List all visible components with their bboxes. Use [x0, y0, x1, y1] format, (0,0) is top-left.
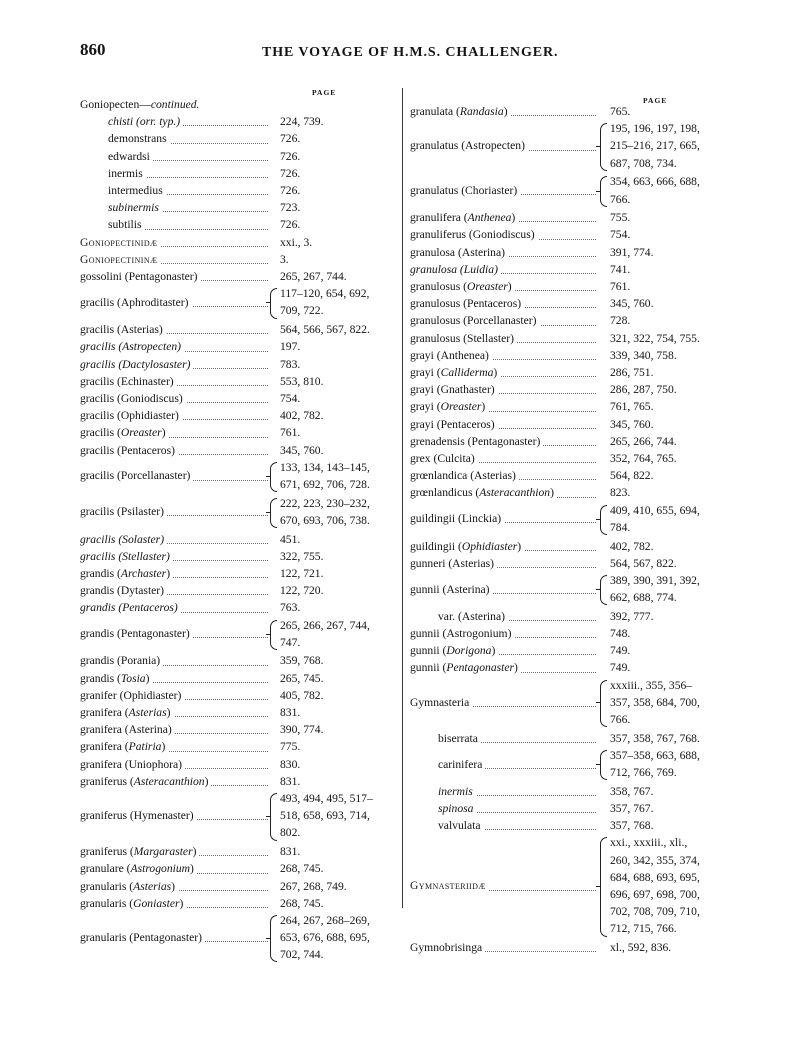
index-term: gracilis (Ophidiaster)	[80, 409, 182, 422]
page-references: 345, 760.	[610, 297, 654, 311]
page-references: 260, 342, 355, 374,	[610, 853, 700, 867]
index-term: granulatus (Astropecten)	[410, 139, 528, 152]
index-term: granulosus (Oreaster)	[410, 280, 515, 293]
index-term: grandis (Dytaster)	[80, 584, 167, 597]
page-references: 322, 755.	[280, 549, 324, 563]
index-term: granulosus (Porcellanaster)	[410, 314, 540, 327]
index-term: granularis (Asterias)	[80, 880, 178, 893]
page-references: 802.	[280, 826, 301, 840]
page-references: 723.	[280, 201, 301, 215]
page-references: 359, 768.	[280, 654, 324, 668]
page-references: 389, 390, 391, 392,	[610, 573, 700, 587]
index-term: granifera (Uniophora)	[80, 758, 185, 771]
page-label-right: PAGE	[643, 96, 668, 105]
page-references: 755.	[610, 211, 631, 225]
index-term: chisti (orr. typ.)	[108, 115, 183, 128]
page-references: 670, 693, 706, 738.	[280, 513, 370, 527]
index-term: granulifera (Anthenea)	[410, 211, 518, 224]
page-references: 726.	[280, 166, 301, 180]
page-references: 765.	[610, 105, 631, 118]
page-references: 345, 760.	[280, 443, 324, 457]
brace	[600, 837, 607, 936]
page-references: 653, 676, 688, 695,	[280, 931, 370, 945]
page-references: 268, 745.	[280, 862, 324, 876]
page-references: 264, 267, 268–269,	[280, 913, 370, 927]
index-term: granularis (Goniaster)	[80, 897, 186, 910]
page-references: 564, 567, 822.	[610, 556, 677, 570]
page-references: 122, 721.	[280, 566, 324, 580]
page-references: 390, 774.	[280, 723, 324, 737]
index-term: graniferus (Asteracanthion)	[80, 775, 211, 788]
page-references: 763.	[280, 601, 301, 615]
page-references: 518, 658, 693, 714,	[280, 809, 370, 823]
brace	[600, 123, 607, 171]
page-references: 823.	[610, 486, 631, 500]
page-references: 766.	[610, 192, 631, 206]
index-term: grandis (Pentaceros)	[80, 601, 181, 614]
page-references: 357–358, 663, 688,	[610, 748, 700, 762]
index-term: Gymnasteria	[410, 696, 472, 709]
index-term: grandis (Pentagonaster)	[80, 627, 193, 640]
page-references: 671, 692, 706, 728.	[280, 477, 370, 491]
index-term: gracilis (Oreaster)	[80, 426, 169, 439]
page-references: 728.	[610, 314, 631, 328]
page-references: 726.	[280, 149, 301, 163]
page-references: 357, 767.	[610, 802, 654, 815]
index-term: gracilis (Echinaster)	[80, 375, 177, 388]
page-references: 775.	[280, 740, 301, 754]
index-term: granulosus (Pentaceros)	[410, 297, 524, 310]
brace	[600, 750, 607, 780]
page-references: 709, 722.	[280, 304, 324, 318]
index-term: grandis (Archaster)	[80, 567, 173, 580]
index-term: granulosus (Stellaster)	[410, 332, 517, 345]
index-term: grex (Culcita)	[410, 452, 478, 465]
page-references: 564, 566, 567, 822.	[280, 323, 370, 337]
index-term: gracilis (Porcellanaster)	[80, 469, 193, 482]
page-references: 122, 720.	[280, 584, 324, 598]
brace-point	[596, 886, 600, 887]
page-references: 392, 777.	[610, 609, 654, 623]
index-term: grayi (Oreaster)	[410, 400, 488, 413]
index-term: gunnii (Asterina)	[410, 583, 493, 596]
page-references: xl., 592, 836.	[610, 941, 672, 955]
index-term: gracilis (Aphroditaster)	[80, 296, 192, 309]
page-references: 747.	[280, 635, 301, 649]
index-term: gracilis (Dactylosaster)	[80, 358, 193, 371]
index-term: gossolini (Pentagonaster)	[80, 270, 201, 283]
index-term: Goniopectinidæ	[80, 236, 161, 249]
page-references: 754.	[280, 391, 301, 405]
index-term: granifera (Asterias)	[80, 706, 174, 719]
index-term: gunnii (Pentagonaster)	[410, 661, 521, 674]
page-references: 831.	[280, 706, 301, 719]
page-references: 357, 358, 767, 768.	[610, 731, 700, 745]
page-references: 741.	[610, 262, 631, 276]
index-term: guildingii (Ophidiaster)	[410, 540, 524, 553]
index-term: granifera (Patiria)	[80, 740, 168, 753]
index-term: Goniopecten—continued.	[80, 98, 202, 111]
page-references: 830.	[280, 757, 301, 771]
page-references: 783.	[280, 357, 301, 371]
page-references: 702, 744.	[280, 948, 324, 962]
page-references: xxi., 3.	[280, 235, 313, 249]
brace-point	[596, 764, 600, 765]
index-term: grœnlandica (Asterias)	[410, 469, 519, 482]
page-references: xxi., xxxiii., xli.,	[610, 836, 688, 850]
index-term: grandis (Tosia)	[80, 672, 152, 685]
index-term: inermis	[438, 785, 476, 798]
page-references: 402, 782.	[610, 539, 654, 553]
running-title: THE VOYAGE OF H.M.S. CHALLENGER.	[262, 45, 559, 60]
brace-point	[596, 191, 600, 192]
page-references: 726.	[280, 218, 301, 232]
index-term: granuliferus (Goniodiscus)	[410, 228, 538, 241]
brace	[600, 680, 607, 728]
index-term: granifer (Ophidiaster)	[80, 689, 184, 702]
index-term: grœnlandicus (Asteracanthion)	[410, 486, 557, 499]
page-references: 761, 765.	[610, 400, 654, 414]
index-term: gracilis (Astropecten)	[80, 340, 184, 353]
index-term: demonstrans	[108, 132, 170, 145]
page-references: 265, 745.	[280, 671, 324, 685]
page-references: 831.	[280, 774, 301, 788]
brace	[600, 176, 607, 206]
page-references: 712, 766, 769.	[610, 766, 677, 780]
index-term: subinermis	[108, 201, 162, 214]
brace-point	[596, 702, 600, 703]
index-term: granulare (Astrogonium)	[80, 862, 197, 875]
page-number: 860	[80, 40, 106, 59]
index-term: grayi (Calliderma)	[410, 366, 500, 379]
page-references: 265, 267, 744.	[280, 270, 347, 283]
brace-point	[596, 589, 600, 590]
index-term: gunnii (Astrogonium)	[410, 627, 514, 640]
index-term: carinifera	[438, 758, 485, 771]
page-references: 831.	[280, 845, 301, 859]
page-references: 224, 739.	[280, 115, 324, 129]
index-term: grayi (Pentaceros)	[410, 418, 498, 431]
page-references: 726.	[280, 184, 301, 197]
page-references: 358, 767.	[610, 784, 654, 798]
index-term: grayi (Gnathaster)	[410, 383, 498, 396]
index-term: grayi (Anthenea)	[410, 349, 492, 362]
index-term: gunnii (Dorigona)	[410, 644, 498, 657]
page-references: 354, 663, 666, 688,	[610, 175, 700, 189]
index-term: Gymnobrisinga	[410, 941, 485, 954]
brace-point	[596, 519, 600, 520]
page-references: 553, 810.	[280, 374, 324, 388]
brace	[600, 505, 607, 535]
page-references: 784.	[610, 520, 631, 534]
page-references: 761.	[610, 280, 631, 293]
page-references: 684, 688, 693, 695,	[610, 870, 700, 884]
page-references: 197.	[280, 340, 301, 354]
index-term: graniferus (Margaraster)	[80, 845, 199, 858]
index-term: granulosa (Luidia)	[410, 263, 501, 276]
page-references: 766.	[610, 713, 631, 726]
index-term: grandis (Porania)	[80, 654, 163, 667]
index-term: granulata (Randasia)	[410, 105, 511, 118]
page-references: 265, 266, 744.	[610, 434, 677, 448]
index-term: subtilis	[108, 218, 145, 231]
page-references: 133, 134, 143–145,	[280, 460, 370, 474]
index-term: gracilis (Pentaceros)	[80, 444, 178, 457]
index-term: granulosa (Asterina)	[410, 246, 508, 259]
page-references: 352, 764, 765.	[610, 452, 677, 465]
page-references: 493, 494, 495, 517–	[280, 792, 373, 805]
index-term: granifera (Asterina)	[80, 723, 175, 736]
page-references: 687, 708, 734.	[610, 156, 677, 170]
page-references: 564, 822.	[610, 469, 654, 483]
page-references: 402, 782.	[280, 409, 324, 423]
page-references: xxxiii., 355, 356–	[610, 678, 693, 692]
index-term: edwardsi	[108, 150, 153, 163]
page-references: 286, 751.	[610, 366, 654, 379]
index-term: gracilis (Solaster)	[80, 533, 167, 546]
index-term: gracilis (Stellaster)	[80, 550, 173, 563]
index-term: granularis (Pentagonaster)	[80, 931, 205, 944]
page-references: 409, 410, 655, 694,	[610, 503, 700, 517]
index-term: gracilis (Goniodiscus)	[80, 392, 186, 405]
page-references: 749.	[610, 661, 631, 675]
page-references: 696, 697, 698, 700,	[610, 888, 700, 901]
index-term: gracilis (Asterias)	[80, 323, 166, 336]
page-references: 749.	[610, 644, 631, 658]
index-term: Gymnasteriidæ	[410, 879, 489, 892]
page-references: 222, 223, 230–232,	[280, 496, 370, 510]
page-references: 391, 774.	[610, 245, 654, 259]
index-term: guildingii (Linckia)	[410, 512, 504, 525]
index-term: valvulata	[438, 819, 484, 832]
page-references: 662, 688, 774.	[610, 591, 677, 605]
index-term: grenadensis (Pentagonaster)	[410, 435, 543, 448]
page-references: 195, 196, 197, 198,	[610, 122, 700, 136]
page-label-left: PAGE	[312, 88, 337, 97]
page-references: 761.	[280, 426, 301, 440]
page-references: 357, 768.	[610, 819, 654, 833]
page-references: 748.	[610, 627, 631, 640]
index-term: inermis	[108, 167, 146, 180]
index-term: intermedius	[108, 184, 166, 197]
page-references: 268, 745.	[280, 896, 324, 910]
page-references: 712, 715, 766.	[610, 922, 677, 936]
brace	[600, 575, 607, 605]
page-references: 117–120, 654, 692,	[280, 287, 370, 301]
page-references: 215–216, 217, 665,	[610, 139, 700, 153]
index-term: var. (Asterina)	[438, 610, 508, 623]
page-references: 286, 287, 750.	[610, 383, 677, 397]
index-term: gracilis (Psilaster)	[80, 505, 167, 518]
index-term: gunneri (Asterias)	[410, 557, 497, 570]
index-term: biserrata	[438, 732, 481, 745]
page-references: 754.	[610, 228, 631, 242]
page-references: 405, 782.	[280, 688, 324, 702]
index-term: Goniopectininæ	[80, 253, 161, 266]
page-references: 339, 340, 758.	[610, 348, 677, 362]
index-term: graniferus (Hymenaster)	[80, 809, 197, 822]
index-term: granulatus (Choriaster)	[410, 184, 520, 197]
page-references: 726.	[280, 132, 301, 146]
page-references: 321, 322, 754, 755.	[610, 331, 700, 345]
page-references: 451.	[280, 532, 301, 546]
page-references: 702, 708, 709, 710,	[610, 905, 700, 919]
brace-point	[596, 146, 600, 147]
page-references: 3.	[280, 252, 289, 266]
page-references: 357, 358, 684, 700,	[610, 695, 700, 709]
page-references: 265, 266, 267, 744,	[280, 618, 370, 632]
index-term: spinosa	[438, 802, 476, 815]
page-references: 267, 268, 749.	[280, 879, 347, 893]
page-references: 345, 760.	[610, 417, 654, 431]
